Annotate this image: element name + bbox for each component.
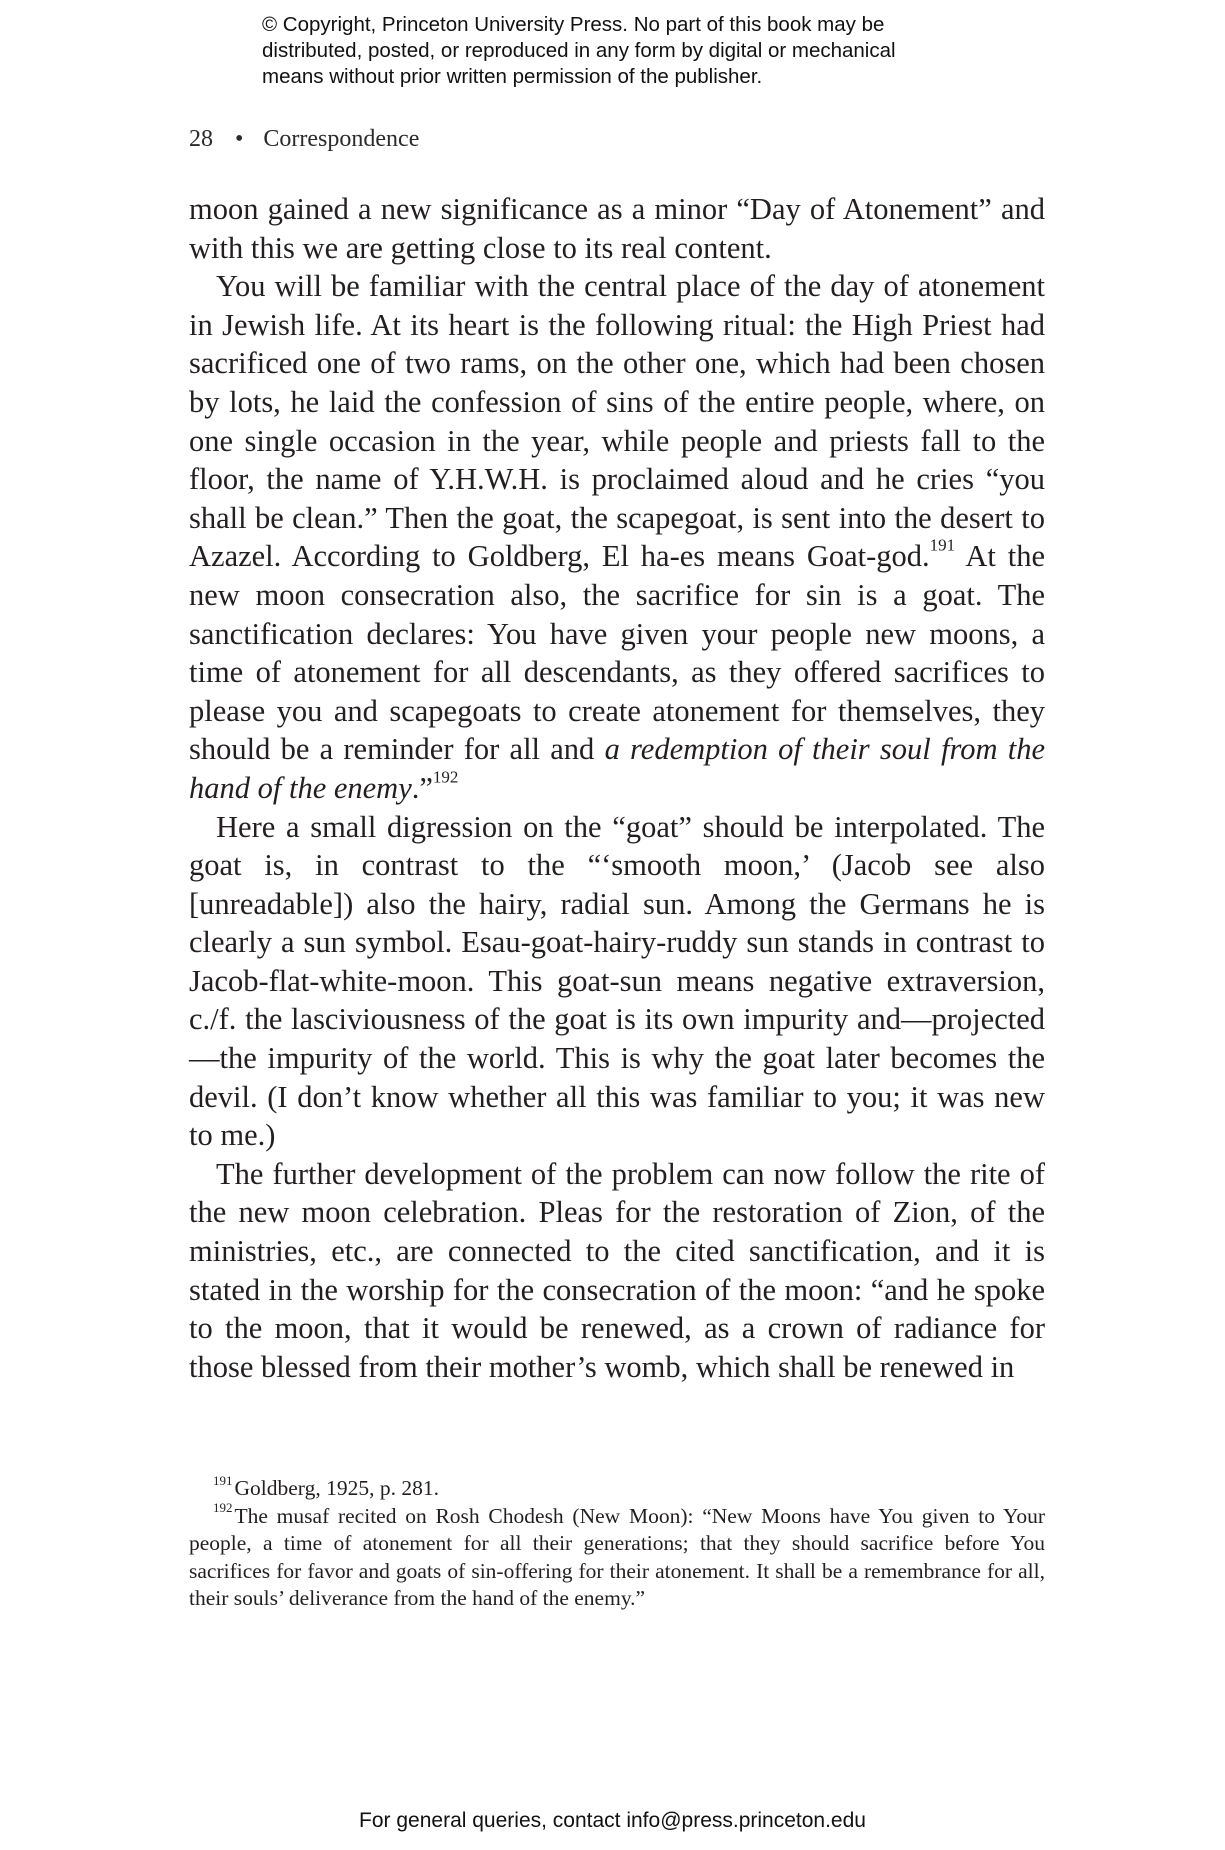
footnote-text: Goldberg, 1925, p. 281. [234, 1476, 439, 1500]
paragraph: Here a small digression on the “goat” should be interpolated. The goat is, in contrast to the “‘smooth moon,’ (Jacob see also [unreadable]) also the hairy, radial sun. Among the Germans he is clearly a sun symbol. Esau-goat-hairy-ruddy sun stands in contrast to Jacob-flat-white-moon. This goat-sun means negative extraversion, c./f. the lasciviousness of the goat is its own impurity and—projected—the impurity of the world. This is why the goat later becomes the devil. (I don’t know whether all this was familiar to you; it was new to me.) [189, 809, 1045, 1153]
copyright-line: means without prior written permission of the publisher. [262, 65, 763, 88]
paragraph-text: At the new moon consecration also, the sacrifice for sin is a goat. The sanctification declares: You have given your people new moons, a time of atonement for all descendants, as they offered sacrifices to please you and scapegoats to create atonement for themselves, they should be a reminder for all and [189, 539, 1045, 767]
running-head [189, 124, 419, 154]
footer-contact: For general queries, contact info@press.princeton.edu [359, 1809, 866, 1832]
footnote [189, 1472, 1045, 1503]
page-number: 28 [189, 126, 213, 152]
footnote-number: 192 [213, 1500, 233, 1516]
footnote-reference: 192 [432, 767, 459, 787]
paragraph-text: .” [411, 770, 433, 805]
copyright-line: © Copyright, Princeton University Press. No part of this book may be [262, 13, 885, 36]
copyright-notice [262, 12, 982, 90]
footnote [189, 1500, 1045, 1613]
italic-text: a redemption of their soul from the hand of the enemy [189, 732, 1045, 805]
footnote-reference: 191 [929, 536, 956, 556]
main-text [189, 190, 1045, 1386]
bullet-separator: • [235, 126, 244, 152]
copyright-line: distributed, posted, or reproduced in any form by digital or mechanical [262, 39, 896, 62]
paragraph-text: You will be familiar with the central place of the day of atonement in Jewish life. At its heart is the following ritual: the High Priest had sacrificed one of two rams, on the other one, which had been chosen by lots, he laid the confession of sins of the entire people, where, on one single occasion in the year, while people and priests fall to the floor, the name of Y.H.W.H. is proclaimed aloud and he cries “you shall be clean.” Then the goat, the scapegoat, is sent into the desert to Azazel. According to Goldberg, El ha-es means Goat-god. [189, 269, 1045, 574]
paragraph [189, 267, 1045, 807]
footnote-text: The musaf recited on Rosh Chodesh (New Moon): “New Moons have You given to Your people, a time of atonement for all their generations; that they should sacrifice before You sacrifices for favor and goats of sin-offering for their atonement. It shall be a remembrance for all, their souls’ deliverance from the hand of the enemy.” [189, 1503, 1045, 1611]
footnotes [189, 1472, 1045, 1613]
section-title: Correspondence [263, 126, 420, 152]
footnote-number: 191 [213, 1472, 233, 1488]
paragraph: The further development of the problem can now follow the rite of the new moon celebration. Pleas for the restoration of Zion, of the ministries, etc., are connected to the cited sanctification, and it is stated in the worship for the consecration of the moon: “and he spoke to the moon, that it would be renewed, as a crown of radiance for those blessed from their mother’s womb, which shall be renewed in [189, 1156, 1045, 1384]
paragraph: moon gained a new significance as a minor “Day of Atonement” and with this we are getting close to its real content. [189, 192, 1045, 265]
